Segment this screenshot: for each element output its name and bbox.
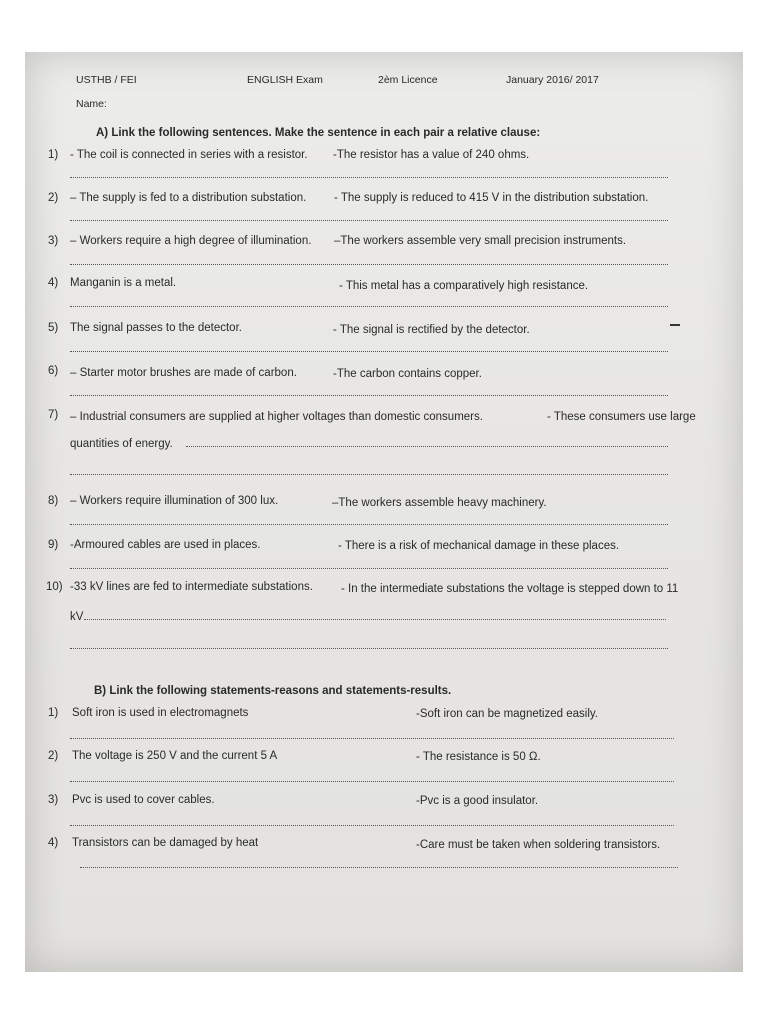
answer-line[interactable] xyxy=(70,822,674,826)
second-sentence: - In the intermediate substations the voltage is stepped down to 11 xyxy=(341,583,679,595)
answer-line[interactable] xyxy=(70,348,668,352)
second-sentence: - There is a risk of mechanical damage in these places. xyxy=(338,540,620,552)
first-sentence: Manganin is a metal. xyxy=(70,277,177,289)
item-number: 4) xyxy=(48,277,59,289)
answer-line[interactable] xyxy=(70,303,668,307)
first-sentence: – Industrial consumers are supplied at higher voltages than domestic consumers. xyxy=(70,411,483,423)
second-sentence: - The signal is rectified by the detector. xyxy=(333,324,530,336)
sentence-continuation: quantities of energy. xyxy=(70,438,173,450)
exam-title: ENGLISH Exam xyxy=(247,74,323,86)
first-sentence: – Starter motor brushes are made of carbon. xyxy=(70,367,297,379)
item-number: 1) xyxy=(48,707,59,719)
reason-result: -Care must be taken when soldering transistors. xyxy=(416,839,661,851)
first-sentence: – Workers require a high degree of illumination. xyxy=(70,235,312,247)
answer-line[interactable] xyxy=(84,616,666,620)
second-sentence: –The workers assemble heavy machinery. xyxy=(332,497,547,509)
answer-line[interactable] xyxy=(80,864,678,868)
answer-line[interactable] xyxy=(70,392,668,396)
second-sentence: - This metal has a comparatively high resistance. xyxy=(339,280,589,292)
item-number: 3) xyxy=(48,794,59,806)
item-number: 2) xyxy=(48,192,59,204)
answer-line[interactable] xyxy=(70,645,668,649)
second-sentence: - These consumers use large xyxy=(547,411,696,423)
level-label: 2èm Licence xyxy=(378,74,438,86)
reason-result: -Pvc is a good insulator. xyxy=(416,795,539,807)
second-sentence: –The workers assemble very small precision instruments. xyxy=(334,235,627,247)
second-sentence: -The resistor has a value of 240 ohms. xyxy=(333,149,530,161)
first-sentence: -33 kV lines are fed to intermediate substations. xyxy=(70,581,313,593)
first-sentence: - The coil is connected in series with a resistor. xyxy=(70,149,308,161)
item-number: 4) xyxy=(48,837,59,849)
item-number: 1) xyxy=(48,149,59,161)
statement: Soft iron is used in electromagnets xyxy=(72,707,249,719)
pen-mark xyxy=(670,324,680,326)
answer-line[interactable] xyxy=(186,443,668,447)
second-sentence: -The carbon contains copper. xyxy=(333,368,482,380)
statement: Transistors can be damaged by heat xyxy=(72,837,259,849)
item-number: 10) xyxy=(46,581,63,593)
item-number: 5) xyxy=(48,322,59,334)
answer-line[interactable] xyxy=(70,565,668,569)
first-sentence: -Armoured cables are used in places. xyxy=(70,539,261,551)
answer-line[interactable] xyxy=(70,521,668,525)
answer-line[interactable] xyxy=(70,735,674,739)
item-number: 9) xyxy=(48,539,59,551)
section-a-title: A) Link the following sentences. Make the sentence in each pair a relative clause: xyxy=(96,127,541,139)
answer-line[interactable] xyxy=(70,261,668,265)
item-number: 6) xyxy=(48,365,59,377)
reason-result: - The resistance is 50 Ω. xyxy=(416,751,541,763)
item-number: 2) xyxy=(48,750,59,762)
exam-sheet xyxy=(25,52,743,972)
item-number: 8) xyxy=(48,495,59,507)
answer-line[interactable] xyxy=(70,778,674,782)
first-sentence: – Workers require illumination of 300 lux. xyxy=(70,495,279,507)
section-b-title: B) Link the following statements-reasons and statements-results. xyxy=(94,685,452,697)
exam-date: January 2016/ 2017 xyxy=(506,74,599,86)
answer-line[interactable] xyxy=(70,471,668,475)
item-number: 7) xyxy=(48,409,59,421)
statement: Pvc is used to cover cables. xyxy=(72,794,215,806)
item-number: 3) xyxy=(48,235,59,247)
school-label: USTHB / FEI xyxy=(76,74,137,86)
first-sentence: – The supply is fed to a distribution substation. xyxy=(70,192,307,204)
second-sentence: - The supply is reduced to 415 V in the distribution substation. xyxy=(334,192,649,204)
answer-line[interactable] xyxy=(70,174,668,178)
statement: The voltage is 250 V and the current 5 A xyxy=(72,750,278,762)
reason-result: -Soft iron can be magnetized easily. xyxy=(416,708,598,720)
first-sentence: The signal passes to the detector. xyxy=(70,322,242,334)
name-label: Name: xyxy=(76,98,107,110)
sentence-continuation: kV xyxy=(70,611,84,623)
answer-line[interactable] xyxy=(70,217,668,221)
